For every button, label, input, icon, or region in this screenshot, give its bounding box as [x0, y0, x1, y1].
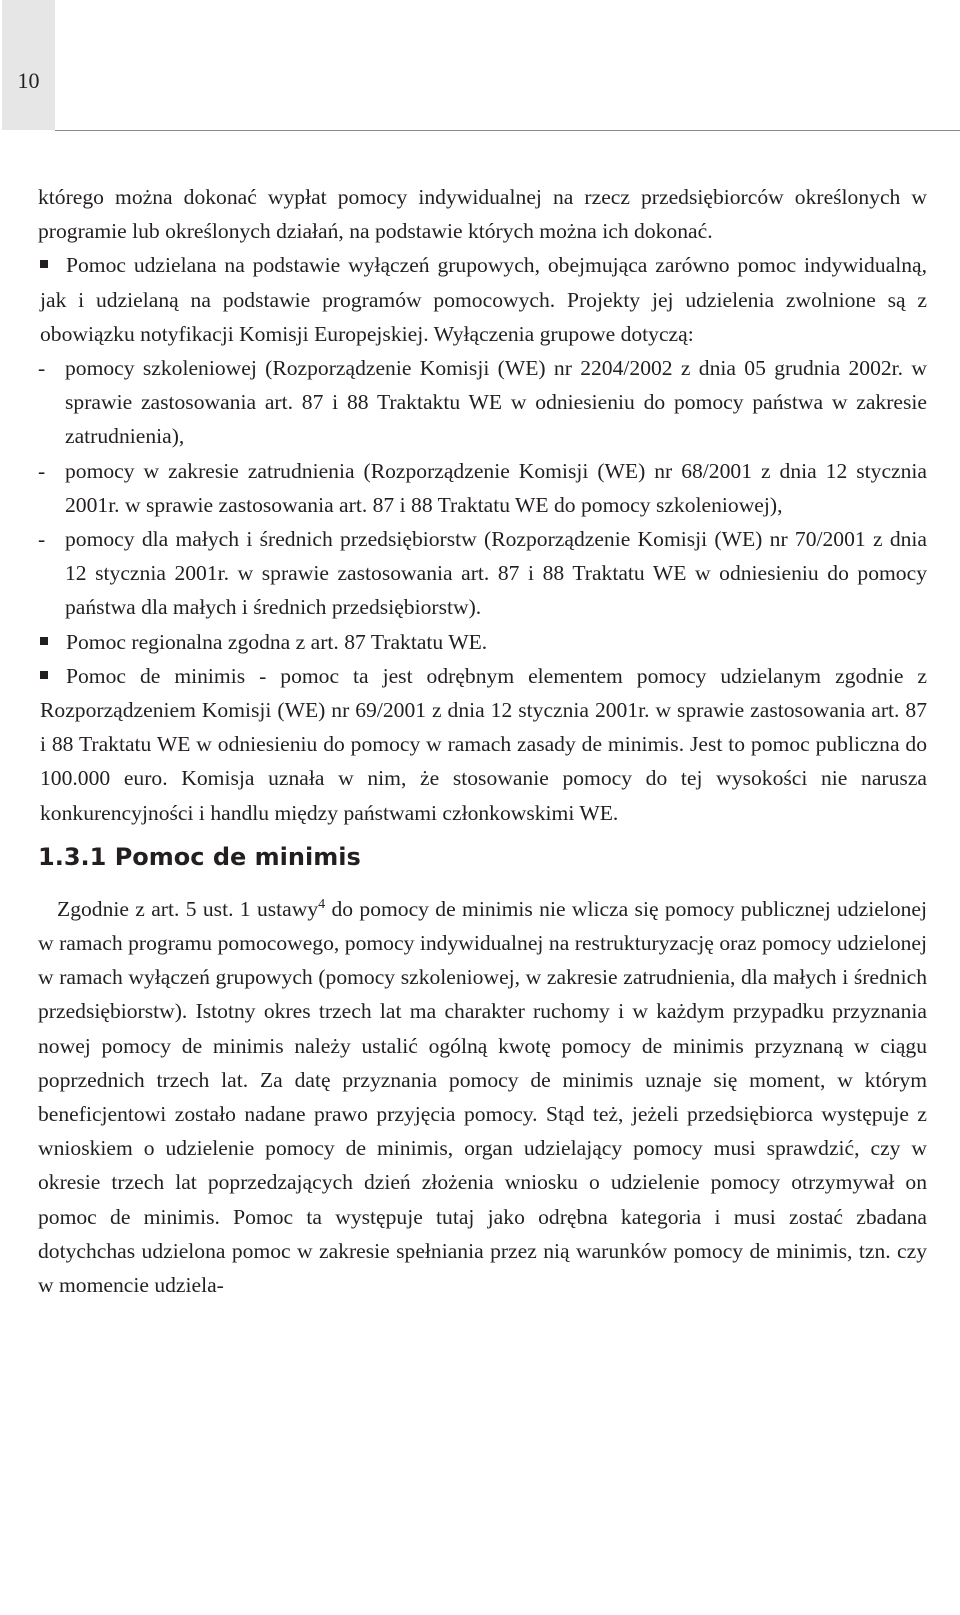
bullet-item-group-exemptions [38, 248, 927, 624]
dash-marker: - [38, 356, 46, 381]
list-item-text: pomocy szkoleniowej (Rozporządzenie Komisji (WE) nr 2204/2002 z dnia 05 grudnia 2002r. w sprawie zastosowania art. 87 i 88 Traktaktu WE w odniesieniu do pomocy państwa w zakresie zatrudnienia), [65, 356, 927, 449]
section-heading: 1.3.1 Pomoc de minimis [38, 842, 361, 871]
list-item-text: pomocy w zakresie zatrudnienia (Rozporządzenie Komisji (WE) nr 68/2001 z dnia 12 stycznia 2001r. w sprawie zastosowania art. 87 i 88 Traktatu WE do pomocy szkoleniowej), [65, 458, 927, 517]
list-item [38, 522, 927, 625]
section-paragraph [38, 892, 927, 1302]
paragraph-rest: do pomocy de minimis nie wlicza się pomocy publicznej udzielonej w ramach programu pomocowego, pomocy indywidualnej na restrukturyzację oraz pomocy udzielonej w ramach wyłączeń grupowych (pomocy szkoleniowej, w zakresie zatrudnienia, dla małych i średnich przedsiębiorstw). Istotny okres trzech lat ma charakter ruchomy i w każdym przypadku przyznania nowej pomocy de minimis należy ustalić ogólną kwotę pomocy de minimis przyznaną w ciągu poprzednich trzech lat. Za datę przyznania pomocy de minimis uznaje się moment, w którym beneficjentowi zostało nadane prawo przyjęcia pomocy. Stąd też, jeżeli przedsiębiorca występuje z wnioskiem o udzielenie pomocy de minimis, organ udzielający pomocy musi sprawdzić, czy w okresie trzech lat poprzedzających dzień złożenia wniosku o udzielenie pomocy otrzymywał on pomoc de minimis. Pomoc ta występuje tutaj jako odrębna kategoria i musi zostać zbadana dotychchas udzielona pomoc w zakresie spełniania przez nią warunków pomocy de minimis, tzn. czy w momencie udziela- [38, 896, 927, 1298]
document-body [38, 180, 927, 1302]
bullet-text: Pomoc udzielana na podstawie wyłączeń grupowych, obejmująca zarówno pomoc indywidualną, jak i udzielaną na podstawie programów pomocowych. Projekty jej udzielenia zwolnione są z obowiązku notyfikacji Komisji Europejskiej. Wyłączenia grupowe dotyczą: [40, 253, 927, 346]
square-bullet-icon [40, 260, 48, 268]
footnote-reference[interactable]: 4 [318, 896, 326, 912]
bullet-item-regional-aid [38, 625, 927, 659]
paragraph-start: Zgodnie z art. 5 ust. 1 ustawy [57, 896, 319, 921]
exemption-list [38, 351, 927, 625]
page-number: 10 [17, 68, 40, 93]
page-number-tab [2, 0, 55, 130]
square-bullet-icon [40, 637, 48, 645]
header-rule [55, 130, 960, 131]
bullet-text: Pomoc regionalna zgodna z art. 87 Traktatu WE. [66, 629, 488, 654]
intro-paragraph: którego można dokonać wypłat pomocy indywidualnej na rzecz przedsiębiorców określonych w programie lub określonych działań, na podstawie których można ich dokonać. [38, 185, 927, 244]
bullet-item-de-minimis [38, 659, 927, 830]
list-item [38, 454, 927, 522]
dash-marker: - [38, 458, 46, 483]
list-item-text: pomocy dla małych i średnich przedsiębiorstw (Rozporządzenie Komisji (WE) nr 70/2001 z dnia 12 stycznia 2001r. w sprawie zastosowania art. 87 i 88 Traktatu WE w odniesieniu do pomocy państwa dla małych i średnich przedsiębiorstw). [65, 527, 927, 620]
list-item [38, 351, 927, 454]
bullet-text: Pomoc de minimis - pomoc ta jest odrębnym elementem pomocy udzielanym zgodnie z Rozporządzeniem Komisji (WE) nr 69/2001 z dnia 12 stycznia 2001r. w sprawie zastosowania art. 87 i 88 Traktatu WE w odniesieniu do pomocy w ramach zasady de minimis. Jest to pomoc publiczna do 100.000 euro. Komisja uznała w nim, że stosowanie pomocy do tej wysokości nie narusza konkurencyjności i handlu między państwami członkowskimi WE. [40, 663, 927, 825]
dash-marker: - [38, 527, 46, 552]
square-bullet-icon [40, 671, 48, 679]
